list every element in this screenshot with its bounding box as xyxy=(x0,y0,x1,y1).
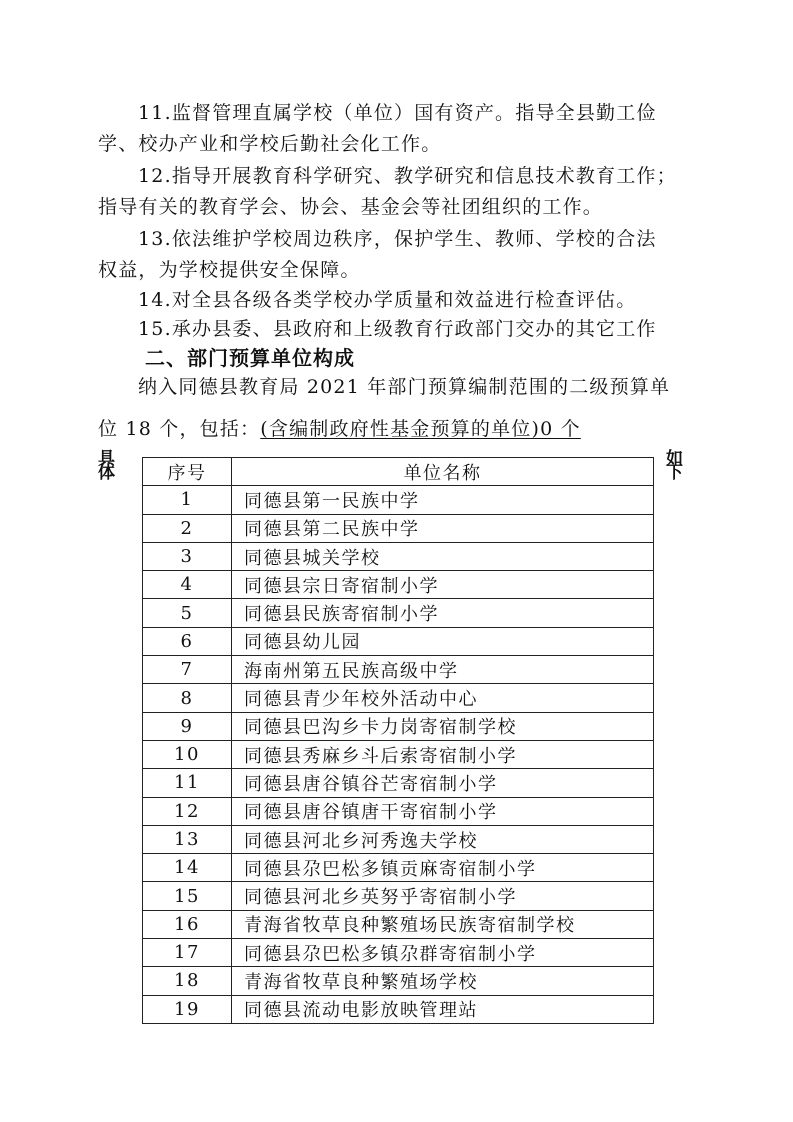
row-number-cell: 6 xyxy=(143,627,232,655)
unit-name-cell: 青海省牧草良种繁殖场民族寄宿制学校 xyxy=(232,910,654,938)
paragraph-line: 指导有关的教育学会、协会、基金会等社团组织的工作。 xyxy=(98,196,604,218)
table-row xyxy=(143,571,654,599)
unit-name-cell: 同德县巴沟乡卡力岗寄宿制学校 xyxy=(232,712,654,740)
paragraph-line: 权益，为学校提供安全保障。 xyxy=(98,259,361,281)
paragraph-item-15 xyxy=(98,314,698,345)
table-row xyxy=(143,910,654,938)
table-row xyxy=(143,740,654,768)
table-row xyxy=(143,684,654,712)
column-header-unit-name: 单位名称 xyxy=(232,458,654,486)
unit-name-cell: 同德县尕巴松多镇尕群寄宿制小学 xyxy=(232,939,654,967)
unit-name-cell: 同德县河北乡英努乎寄宿制小学 xyxy=(232,882,654,910)
row-number-cell: 7 xyxy=(143,656,232,684)
table-row xyxy=(143,882,654,910)
unit-name-cell: 同德县民族寄宿制小学 xyxy=(232,599,654,627)
unit-name-cell: 海南州第五民族高级中学 xyxy=(232,656,654,684)
unit-name-cell: 同德县尕巴松多镇贡麻寄宿制小学 xyxy=(232,854,654,882)
row-number-cell: 18 xyxy=(143,967,232,995)
intro-line-1: 纳入同德县教育局 2021 年部门预算编制范围的二级预算单 xyxy=(138,376,671,398)
row-number-cell: 16 xyxy=(143,910,232,938)
paragraph-line: 11.监督管理直属学校（单位）国有资产。指导全县勤工俭 xyxy=(138,102,657,124)
row-number-cell: 1 xyxy=(143,486,232,514)
paragraph-line: 学、校办产业和学校后勤社会化工作。 xyxy=(98,133,442,155)
table-row xyxy=(143,542,654,570)
table-row xyxy=(143,825,654,853)
table-row xyxy=(143,514,654,542)
paragraph-line: 14.对全县各级各类学校办学质量和效益进行检查评估。 xyxy=(138,289,637,311)
row-number-cell: 8 xyxy=(143,684,232,712)
row-number-cell: 5 xyxy=(143,599,232,627)
unit-name-cell: 同德县河北乡河秀逸夫学校 xyxy=(232,825,654,853)
paragraph-item-11 xyxy=(98,98,698,160)
unit-name-cell: 同德县幼儿园 xyxy=(232,627,654,655)
unit-name-cell: 青海省牧草良种繁殖场学校 xyxy=(232,967,654,995)
table-row xyxy=(143,712,654,740)
paragraph-line: 15.承办县委、县政府和上级教育行政部门交办的其它工作 xyxy=(138,318,657,340)
table-row xyxy=(143,769,654,797)
row-number-cell: 3 xyxy=(143,542,232,570)
unit-name-cell: 同德县唐谷镇谷芒寄宿制小学 xyxy=(232,769,654,797)
paragraph-item-12 xyxy=(98,161,698,223)
paragraph-line: 12.指导开展教育科学研究、教学研究和信息技术教育工作； xyxy=(138,165,677,187)
table-row xyxy=(143,939,654,967)
table-row xyxy=(143,599,654,627)
row-number-cell: 13 xyxy=(143,825,232,853)
unit-name-cell: 同德县青少年校外活动中心 xyxy=(232,684,654,712)
table-row xyxy=(143,967,654,995)
unit-name-cell: 同德县宗日寄宿制小学 xyxy=(232,571,654,599)
side-label-left: 具体 xyxy=(98,449,115,483)
unit-name-cell: 同德县唐谷镇唐干寄宿制小学 xyxy=(232,797,654,825)
intro-line-2 xyxy=(98,414,698,445)
row-number-cell: 15 xyxy=(143,882,232,910)
row-number-cell: 2 xyxy=(143,514,232,542)
table-row xyxy=(143,854,654,882)
unit-name-cell: 同德县城关学校 xyxy=(232,542,654,570)
row-number-cell: 14 xyxy=(143,854,232,882)
unit-name-cell: 同德县第二民族中学 xyxy=(232,514,654,542)
row-number-cell: 19 xyxy=(143,995,232,1023)
row-number-cell: 9 xyxy=(143,712,232,740)
paragraph-item-14 xyxy=(98,285,698,316)
unit-name-cell: 同德县第一民族中学 xyxy=(232,486,654,514)
section-heading: 二、部门预算单位构成 xyxy=(145,346,355,370)
table-header-row xyxy=(143,458,654,486)
budget-unit-table xyxy=(142,457,654,1024)
row-number-cell: 12 xyxy=(143,797,232,825)
table-row xyxy=(143,656,654,684)
table-row xyxy=(143,627,654,655)
table-body xyxy=(143,486,654,1024)
intro-paragraph xyxy=(98,372,698,445)
table-row xyxy=(143,486,654,514)
table-row xyxy=(143,995,654,1023)
paragraph-line: 13.依法维护学校周边秩序，保护学生、教师、学校的合法 xyxy=(138,228,657,250)
paragraph-item-13 xyxy=(98,224,698,286)
column-header-number: 序号 xyxy=(143,458,232,486)
row-number-cell: 4 xyxy=(143,571,232,599)
row-number-cell: 17 xyxy=(143,939,232,967)
row-number-cell: 10 xyxy=(143,740,232,768)
table-row xyxy=(143,797,654,825)
unit-name-cell: 同德县秀麻乡斗后索寄宿制小学 xyxy=(232,740,654,768)
side-label-right: 如下 xyxy=(666,449,683,483)
unit-name-cell: 同德县流动电影放映管理站 xyxy=(232,995,654,1023)
intro-line-2-prefix: 位 18 个，包括： xyxy=(98,418,261,440)
intro-line-2-underlined: (含编制政府性基金预算的单位)0 个 xyxy=(260,418,581,440)
row-number-cell: 11 xyxy=(143,769,232,797)
